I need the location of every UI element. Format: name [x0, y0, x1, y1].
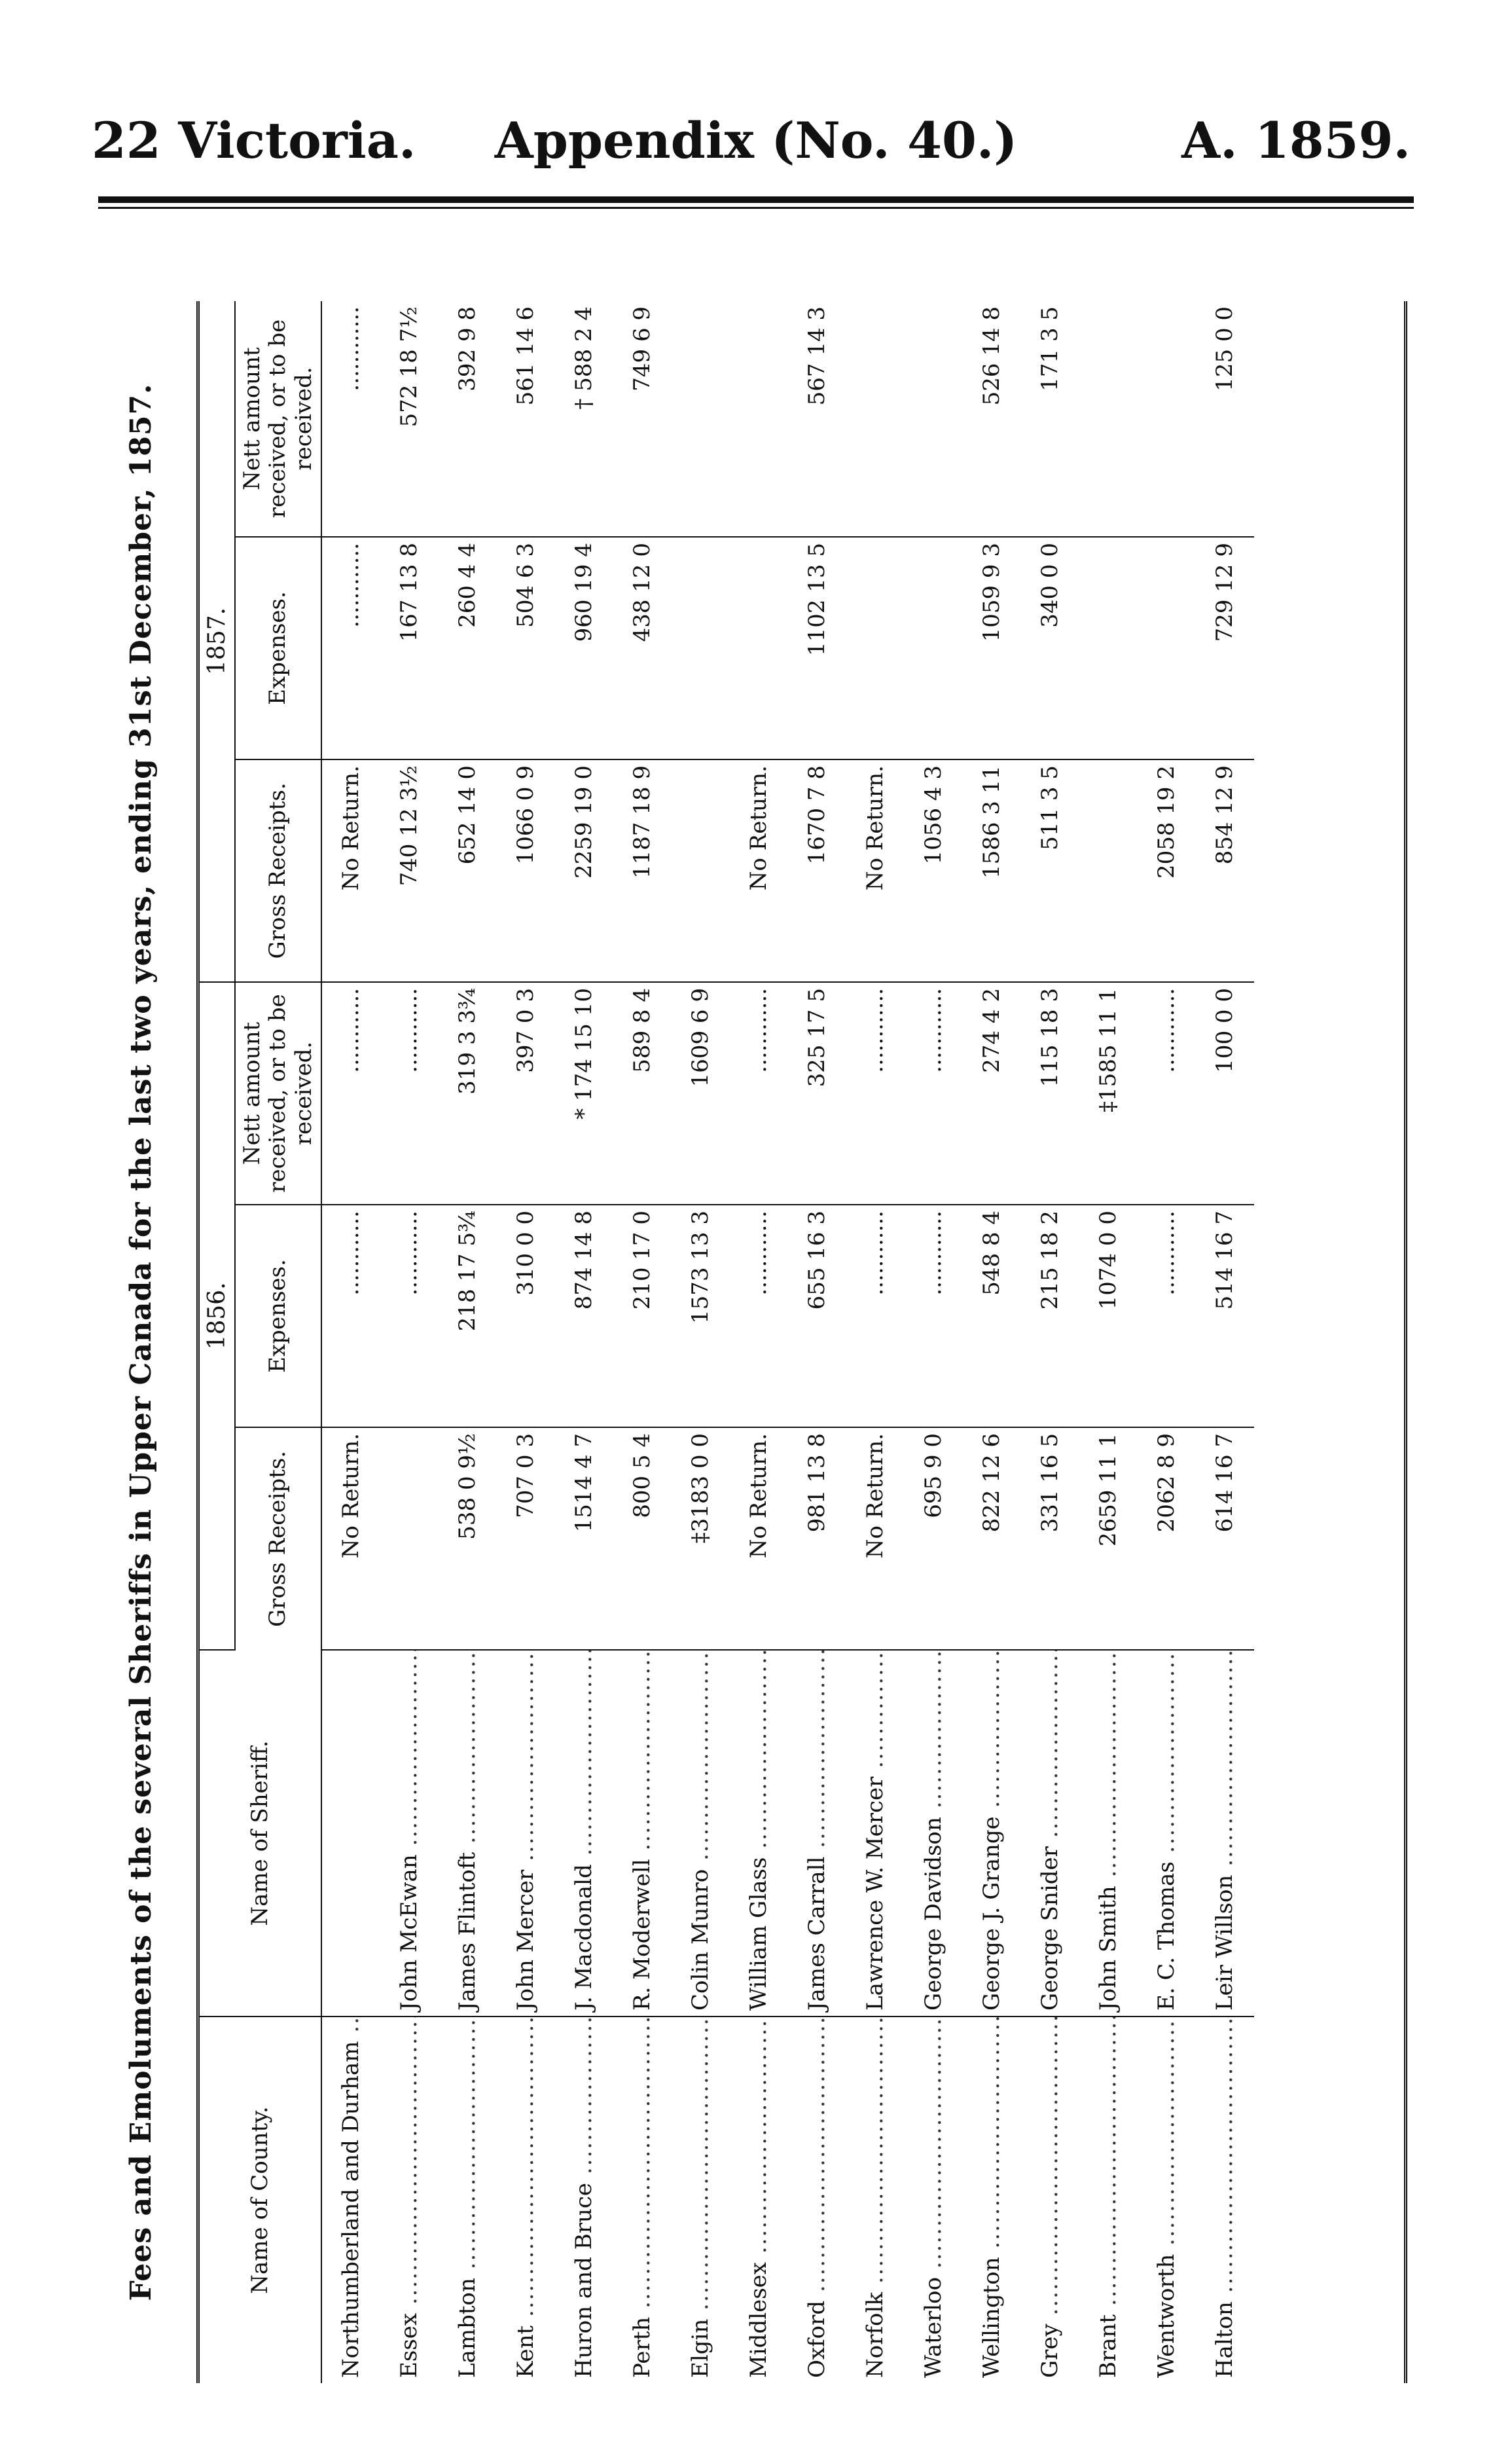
col-group-1857: 1857.	[200, 301, 235, 982]
expenses-1856-cell: 215 18 2	[1021, 1205, 1079, 1427]
nett-1857-cell: 125 0 0	[1196, 301, 1254, 537]
nett-1856-cell: 100 0 0	[1196, 982, 1254, 1205]
nett-1856-cell: 115 18 3	[1021, 982, 1079, 1205]
gross-1856-cell: 2062 8 9	[1138, 1427, 1196, 1650]
header-left: 22 Victoria.	[92, 111, 416, 170]
gross-1857-cell: No Return.	[321, 759, 380, 982]
nett-1856-cell: ............	[730, 982, 788, 1205]
sheriff-cell: George Snider .....	[1021, 1650, 1079, 2017]
nett-1857-cell: ............	[321, 301, 380, 537]
gross-1857-cell: 1670 7 8	[788, 759, 846, 982]
sheriff-cell: William Glass .....	[730, 1650, 788, 2017]
expenses-1857-cell: 340 0 0	[1021, 537, 1079, 759]
county-cell: Wentworth .....	[1138, 2017, 1196, 2383]
gross-1857-cell: No Return.	[730, 759, 788, 982]
nett-1857-cell: 749 6 9	[613, 301, 672, 537]
table-row	[1079, 301, 1138, 2383]
gross-1856-cell: ‡3183 0 0	[672, 1427, 730, 1650]
nett-1857-cell: 171 3 5	[1021, 301, 1079, 537]
nett-1856-cell: 319 3 3¾	[439, 982, 497, 1205]
sheriff-cell: John McEwan .....	[380, 1650, 439, 2017]
gross-1856-cell: No Return.	[846, 1427, 905, 1650]
expenses-1856-cell: ............	[905, 1205, 963, 1427]
col-expenses-1857: Expenses.	[235, 537, 321, 759]
col-gross-1857: Gross Receipts.	[235, 759, 321, 982]
table-row	[905, 301, 963, 2383]
gross-1856-cell: 981 13 8	[788, 1427, 846, 1650]
expenses-1856-cell: 874 14 8	[555, 1205, 613, 1427]
gross-1856-cell: 614 16 7	[1196, 1427, 1254, 1650]
nett-1857-cell: † 588 2 4	[555, 301, 613, 537]
expenses-1856-cell: 218 17 5¾	[439, 1205, 497, 1427]
col-sheriff: Name of Sheriff.	[200, 1650, 321, 2017]
expenses-1856-cell: 655 16 3	[788, 1205, 846, 1427]
col-gross-1856: Gross Receipts.	[235, 1427, 321, 1650]
table-frame	[196, 301, 1407, 2383]
header-right: A. 1859.	[1181, 111, 1411, 170]
col-nett-1856: Nett amount received, or to be received.	[235, 982, 321, 1205]
table-title: Fees and Emoluments of the several Sheriffs in Upper Canada for the last two years, ending 31st December, 1857.	[124, 383, 158, 2301]
expenses-1856-cell: ............	[730, 1205, 788, 1427]
table-row	[380, 301, 439, 2383]
nett-1857-cell: 567 14 3	[788, 301, 846, 537]
sheriff-cell: Lawrence W. Mercer .....	[846, 1650, 905, 2017]
nett-1857-cell	[1079, 301, 1138, 537]
nett-1857-cell	[1138, 301, 1196, 537]
gross-1857-cell: 854 12 9	[1196, 759, 1254, 982]
county-cell: Essex .....	[380, 2017, 439, 2383]
gross-1856-cell: 2659 11 1	[1079, 1427, 1138, 1650]
gross-1856-cell: 822 12 6	[963, 1427, 1021, 1650]
nett-1857-cell	[672, 301, 730, 537]
nett-1857-cell: 526 14 8	[963, 301, 1021, 537]
sheriff-cell: James Flintoft .....	[439, 1650, 497, 2017]
table-row	[846, 301, 905, 2383]
table-row	[613, 301, 672, 2383]
expenses-1856-cell: 210 17 0	[613, 1205, 672, 1427]
expenses-1856-cell: 310 0 0	[497, 1205, 555, 1427]
header-rule-thin	[98, 207, 1414, 209]
table-row	[321, 301, 380, 2383]
col-group-1856: 1856.	[200, 982, 235, 1650]
nett-1856-cell: ............	[905, 982, 963, 1205]
expenses-1856-cell: 514 16 7	[1196, 1205, 1254, 1427]
nett-1856-cell: 325 17 5	[788, 982, 846, 1205]
header-rule	[98, 196, 1414, 203]
expenses-1857-cell: 167 13 8	[380, 537, 439, 759]
expenses-1857-cell: 729 12 9	[1196, 537, 1254, 759]
sheriffs-fees-table	[200, 301, 1254, 2383]
county-cell: Wellington .....	[963, 2017, 1021, 2383]
nett-1857-cell	[730, 301, 788, 537]
gross-1856-cell	[380, 1427, 439, 1650]
expenses-1857-cell: 438 12 0	[613, 537, 672, 759]
table-row	[963, 301, 1021, 2383]
table-row	[1021, 301, 1079, 2383]
expenses-1857-cell: 260 4 4	[439, 537, 497, 759]
expenses-1856-cell: 548 8 4	[963, 1205, 1021, 1427]
nett-1856-cell: ‡1585 11 1	[1079, 982, 1138, 1205]
nett-1856-cell: 397 0 3	[497, 982, 555, 1205]
expenses-1856-cell: 1074 0 0	[1079, 1205, 1138, 1427]
county-cell: Lambton .....	[439, 2017, 497, 2383]
expenses-1857-cell	[905, 537, 963, 759]
expenses-1857-cell: 1059 9 3	[963, 537, 1021, 759]
gross-1857-cell: 1586 3 11	[963, 759, 1021, 982]
gross-1856-cell: 800 5 4	[613, 1427, 672, 1650]
expenses-1857-cell: 960 19 4	[555, 537, 613, 759]
sheriff-cell: John Mercer .....	[497, 1650, 555, 2017]
sheriff-cell: George J. Grange .....	[963, 1650, 1021, 2017]
sheriff-cell: James Carrall .....	[788, 1650, 846, 2017]
nett-1857-cell: 392 9 8	[439, 301, 497, 537]
nett-1856-cell: 589 8 4	[613, 982, 672, 1205]
expenses-1857-cell: 504 6 3	[497, 537, 555, 759]
expenses-1856-cell: ............	[321, 1205, 380, 1427]
nett-1857-cell: 572 18 7½	[380, 301, 439, 537]
expenses-1856-cell: ............	[380, 1205, 439, 1427]
county-cell: Northumberland and Durham .....	[321, 2017, 380, 2383]
gross-1857-cell: 740 12 3½	[380, 759, 439, 982]
col-nett-1857: Nett amount received, or to be received.	[235, 301, 321, 537]
gross-1856-cell: 331 16 5	[1021, 1427, 1079, 1650]
county-cell: Huron and Bruce .....	[555, 2017, 613, 2383]
nett-1856-cell: ............	[846, 982, 905, 1205]
table-row	[672, 301, 730, 2383]
gross-1856-cell: No Return.	[730, 1427, 788, 1650]
table-row	[439, 301, 497, 2383]
sheriff-cell: George Davidson .....	[905, 1650, 963, 2017]
table-row	[497, 301, 555, 2383]
expenses-1857-cell: ............	[321, 537, 380, 759]
gross-1857-cell	[1079, 759, 1138, 982]
gross-1857-cell: 1187 18 9	[613, 759, 672, 982]
gross-1856-cell: 538 0 9½	[439, 1427, 497, 1650]
county-cell: Norfolk .....	[846, 2017, 905, 2383]
gross-1856-cell: 707 0 3	[497, 1427, 555, 1650]
table-row	[1196, 301, 1254, 2383]
sheriff-cell: John Smith .....	[1079, 1650, 1138, 2017]
expenses-1857-cell	[730, 537, 788, 759]
gross-1856-cell: 1514 4 7	[555, 1427, 613, 1650]
county-cell: Brant .....	[1079, 2017, 1138, 2383]
expenses-1857-cell: 1102 13 5	[788, 537, 846, 759]
sheriff-cell	[321, 1650, 380, 2017]
table-row	[788, 301, 846, 2383]
gross-1857-cell	[672, 759, 730, 982]
rotated-table-page	[98, 262, 1414, 2422]
county-cell: Perth .....	[613, 2017, 672, 2383]
nett-1856-cell: ............	[380, 982, 439, 1205]
county-cell: Elgin .....	[672, 2017, 730, 2383]
county-cell: Grey .....	[1021, 2017, 1079, 2383]
county-cell: Kent .....	[497, 2017, 555, 2383]
gross-1857-cell: 1056 4 3	[905, 759, 963, 982]
expenses-1857-cell	[846, 537, 905, 759]
nett-1856-cell: ............	[1138, 982, 1196, 1205]
sheriff-cell: J. Macdonald .....	[555, 1650, 613, 2017]
expenses-1857-cell	[1079, 537, 1138, 759]
sheriff-cell: E. C. Thomas .....	[1138, 1650, 1196, 2017]
gross-1857-cell: 511 3 5	[1021, 759, 1079, 982]
expenses-1856-cell: 1573 13 3	[672, 1205, 730, 1427]
table-row	[1138, 301, 1196, 2383]
gross-1857-cell: 652 14 0	[439, 759, 497, 982]
expenses-1857-cell	[1138, 537, 1196, 759]
gross-1857-cell: 2259 19 0	[555, 759, 613, 982]
nett-1856-cell: ............	[321, 982, 380, 1205]
gross-1856-cell: 695 9 0	[905, 1427, 963, 1650]
nett-1857-cell	[846, 301, 905, 537]
col-expenses-1856: Expenses.	[235, 1205, 321, 1427]
col-county: Name of County.	[200, 2017, 321, 2383]
nett-1856-cell: 1609 6 9	[672, 982, 730, 1205]
nett-1856-cell: * 174 15 10	[555, 982, 613, 1205]
sheriff-cell: Colin Munro .....	[672, 1650, 730, 2017]
nett-1856-cell: 274 4 2	[963, 982, 1021, 1205]
gross-1857-cell: 2058 19 2	[1138, 759, 1196, 982]
county-cell: Oxford .....	[788, 2017, 846, 2383]
header-center: Appendix (No. 40.)	[494, 111, 1018, 170]
table-row	[730, 301, 788, 2383]
table-body	[321, 301, 1254, 2383]
expenses-1856-cell: ............	[1138, 1205, 1196, 1427]
county-cell: Waterloo .....	[905, 2017, 963, 2383]
nett-1857-cell: 561 14 6	[497, 301, 555, 537]
gross-1856-cell: No Return.	[321, 1427, 380, 1650]
table-row	[555, 301, 613, 2383]
expenses-1857-cell	[672, 537, 730, 759]
sheriff-cell: Leir Willson .....	[1196, 1650, 1254, 2017]
expenses-1856-cell: ............	[846, 1205, 905, 1427]
county-cell: Middlesex .....	[730, 2017, 788, 2383]
county-cell: Halton .....	[1196, 2017, 1254, 2383]
gross-1857-cell: 1066 0 9	[497, 759, 555, 982]
nett-1857-cell	[905, 301, 963, 537]
sheriff-cell: R. Moderwell .....	[613, 1650, 672, 2017]
gross-1857-cell: No Return.	[846, 759, 905, 982]
